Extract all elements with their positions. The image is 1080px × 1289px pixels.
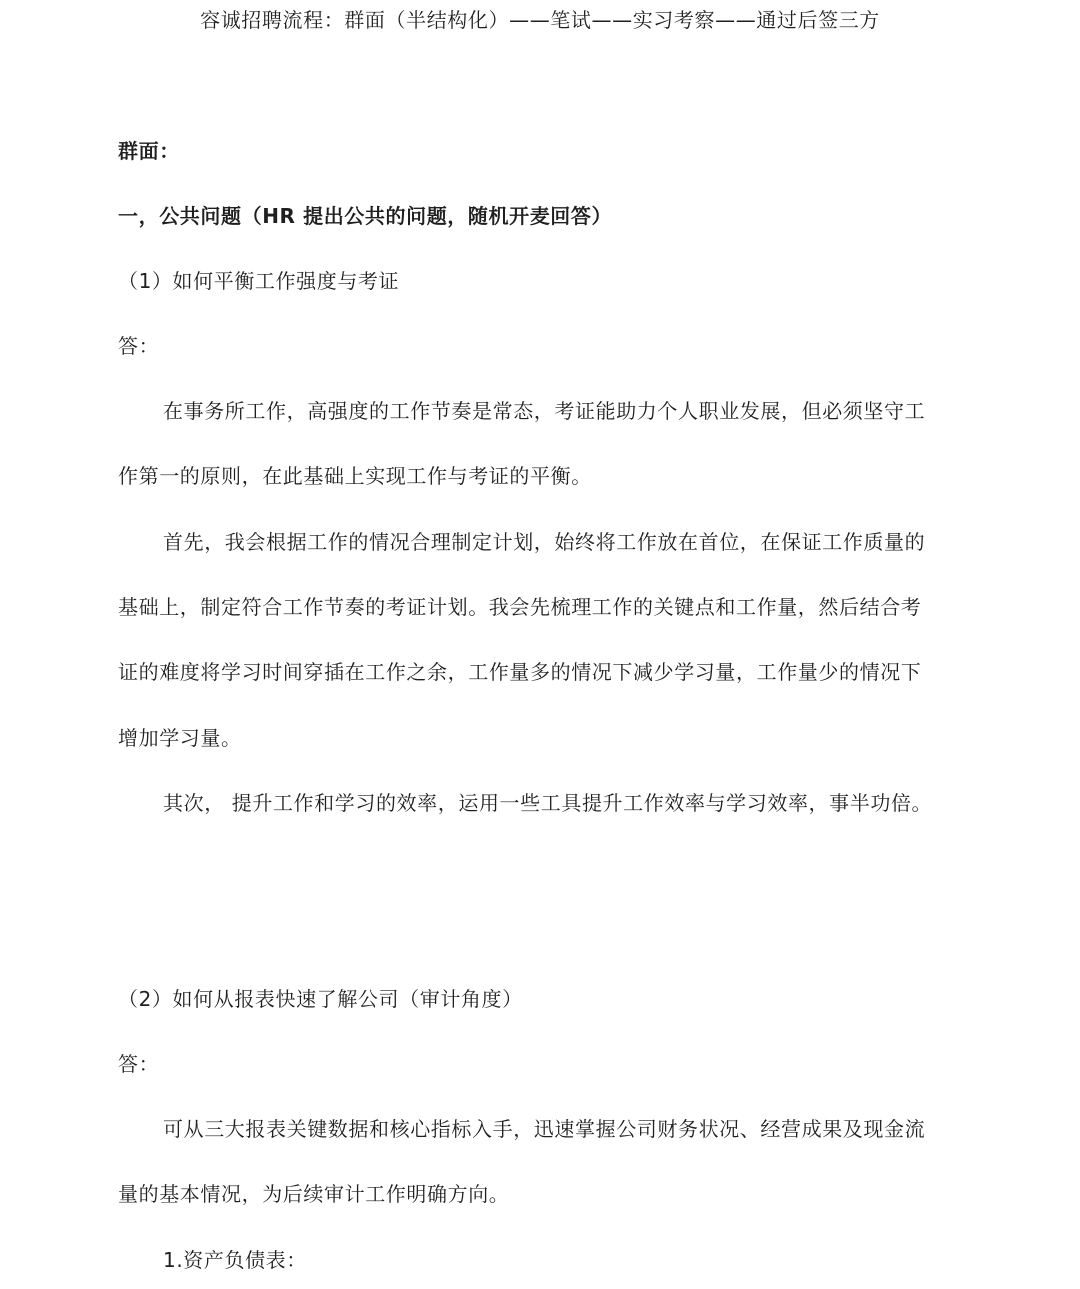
paragraph-line: 首先，我会根据工作的情况合理制定计划，始终将工作放在首位，在保证工作质量的 <box>163 530 926 554</box>
paragraph-line: 量的基本情况，为后续审计工作明确方向。 <box>118 1182 510 1206</box>
answer-label-2: 答： <box>118 1052 160 1076</box>
section-heading: 群面： <box>118 139 180 163</box>
part-heading: 一，公共问题（HR 提出公共的问题，随机开麦回答） <box>118 204 613 228</box>
answer-label-1: 答： <box>118 334 160 358</box>
paragraph-line: 可从三大报表关键数据和核心指标入手，迅速掌握公司财务状况、经营成果及现金流 <box>163 1117 926 1141</box>
list-item: 1.资产负债表： <box>163 1248 307 1272</box>
paragraph-line: 证的难度将学习时间穿插在工作之余，工作量多的情况下减少学习量，工作量少的情况下 <box>118 660 922 684</box>
paragraph-line: 在事务所工作，高强度的工作节奏是常态，考证能助力个人职业发展，但必须坚守工 <box>163 399 926 423</box>
paragraph-line: 基础上，制定符合工作节奏的考证计划。我会先梳理工作的关键点和工作量，然后结合考 <box>118 595 922 619</box>
paragraph-line: 增加学习量。 <box>118 726 242 750</box>
paragraph-line: 其次， 提升工作和学习的效率，运用一些工具提升工作效率与学习效率，事半功倍。 <box>163 791 933 815</box>
question-2: （2）如何从报表快速了解公司（审计角度） <box>118 987 523 1011</box>
paragraph-line: 作第一的原则，在此基础上实现工作与考证的平衡。 <box>118 464 592 488</box>
document-title: 容诚招聘流程：群面（半结构化）——笔试——实习考察——通过后签三方 <box>200 8 880 32</box>
question-1: （1）如何平衡工作强度与考证 <box>118 269 400 293</box>
